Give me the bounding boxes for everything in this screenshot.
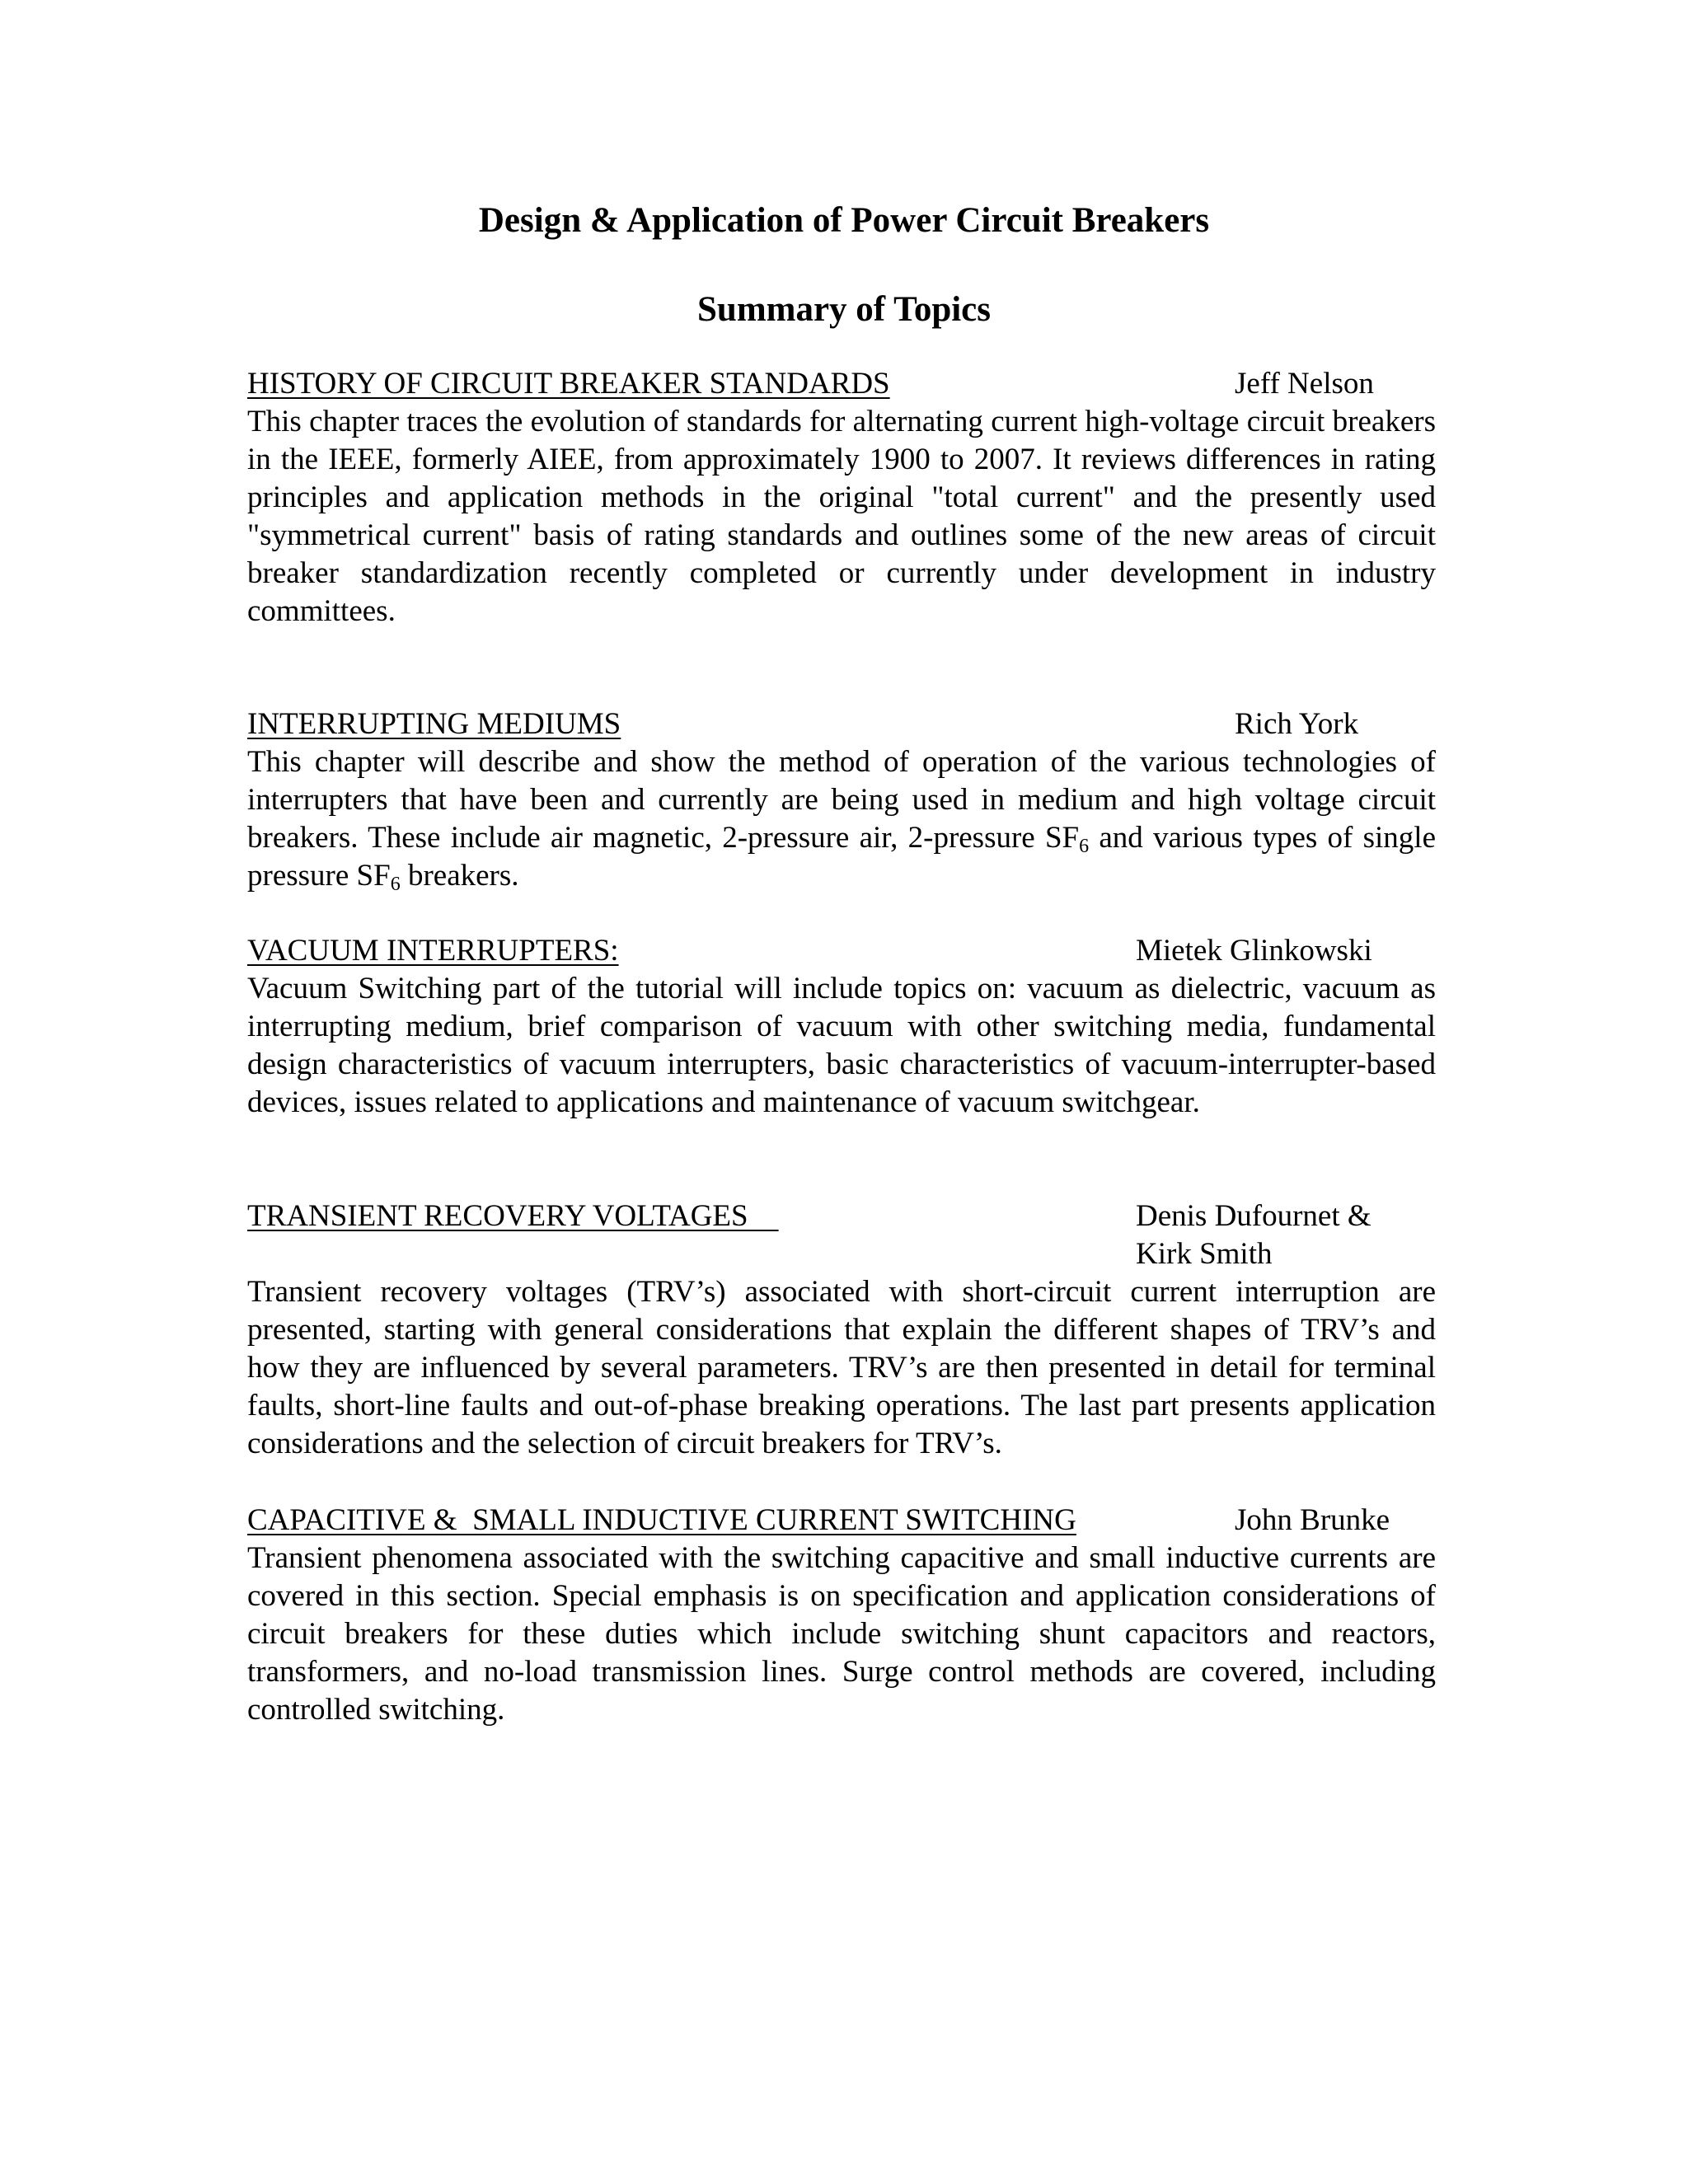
section-author-line: Denis Dufournet & [1136, 1199, 1372, 1233]
subscript-6: 6 [1079, 836, 1090, 857]
section-vacuum-interrupters [247, 932, 1436, 1122]
section-body: This chapter traces the evolution of standards for alternating current high-voltage circuit breakers in the IEEE, formerly AIEE, from approximately 1900 to 2007. It reviews differences in rating principles and application methods in the original "total current" and the presently used "symmetrical current" basis of rating standards and outlines some of the new areas of circuit breaker standardization recently completed or currently under development in industry committees. [247, 405, 1436, 628]
section-author: Mietek Glinkowski [1136, 934, 1372, 968]
section-interrupting-mediums [247, 705, 1436, 895]
section-heading-row [247, 365, 1436, 403]
section-body: This chapter will describe and show the method of operation of the various technologies of interrupters that have been and currently are being used in medium and high voltage circuit breakers. These include air magnetic, 2-pressure air, 2-pressure $SF_6$ and various types of single pressure $SF_6$ breakers. [247, 745, 1436, 895]
subscript-6: 6 [390, 874, 401, 895]
section-capacitive-switching [247, 1502, 1436, 1729]
section-history-of-standards [247, 365, 1436, 630]
section-heading-row [247, 932, 1436, 970]
section-body: Transient phenomena associated with the switching capacitive and small inductive currents are covered in this section. Special emphasis is on specification and application considerations of circuit breakers for these duties which include switching shunt capacitors and reactors, transformers, and no-load transmission lines. Surge control methods are covered, including controlled switching. [247, 1541, 1436, 1727]
section-heading: VACUUM INTERRUPTERS: [247, 934, 619, 968]
section-heading: HISTORY OF CIRCUIT BREAKER STANDARDS [247, 367, 890, 401]
section-heading-row [247, 1502, 1436, 1540]
section-author-line: Kirk Smith [1136, 1237, 1273, 1271]
document-title: Design & Application of Power Circuit Breakers [478, 201, 1210, 240]
section-body: Transient recovery voltages (TRV’s) associated with short-circuit current interruption are presented, starting with general considerations that explain the different shapes of TRV’s and how they are influenced by several parameters. TRV’s are then presented in detail for terminal faults, short-line faults and out-of-phase breaking operations. The last part presents application considerations and the selection of circuit breakers for TRV’s. [247, 1275, 1436, 1460]
section-transient-recovery-voltages [247, 1197, 1436, 1463]
section-heading-row [247, 1197, 1436, 1273]
section-author [1136, 1197, 1372, 1273]
section-heading: INTERRUPTING MEDIUMS [247, 707, 621, 741]
section-author: John Brunke [1235, 1503, 1390, 1537]
document-subtitle: Summary of Topics [696, 290, 991, 329]
section-body: Vacuum Switching part of the tutorial will include topics on: vacuum as dielectric, vacuum as interrupting medium, brief comparison of vacuum with other switching media, fundamental design characteristics of vacuum interrupters, basic characteristics of vacuum-interrupter-based devices, issues related to applications and maintenance of vacuum switchgear. [247, 972, 1436, 1119]
section-heading: TRANSIENT RECOVERY VOLTAGES [247, 1199, 779, 1233]
section-author: Jeff Nelson [1235, 367, 1374, 401]
section-author: Rich York [1235, 707, 1359, 741]
section-heading: CAPACITIVE & SMALL INDUCTIVE CURRENT SWITCHING [247, 1503, 1076, 1537]
section-heading-row [247, 705, 1436, 743]
